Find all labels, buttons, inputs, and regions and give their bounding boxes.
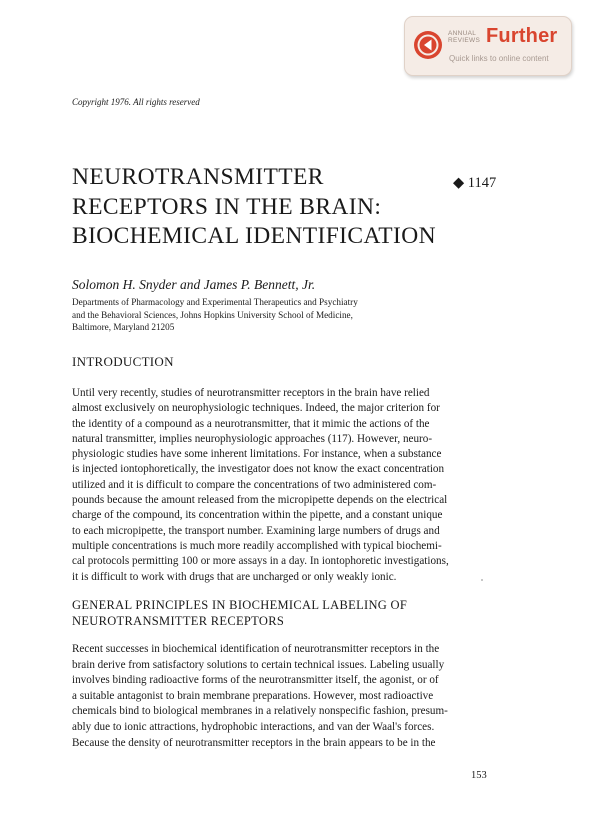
text-line: natural transmitter, implies neurophysiologic approaches (117). However, neuro- (72, 432, 433, 445)
copyright-notice: Copyright 1976. All rights reserved (72, 97, 200, 107)
text-line: charge of the compound, its concentration within the pipette, and a constant unique (72, 509, 443, 522)
scan-speck (481, 579, 483, 581)
text-line: ably due to ionic attractions, hydrophobic interactions, and van der Waal's forces. (72, 720, 435, 733)
article-number: ◆ 1147 (453, 175, 497, 191)
title-line: NEUROTRANSMITTER (72, 164, 324, 190)
authors: Solomon H. Snyder and James P. Bennett, Jr. (72, 277, 316, 292)
annual-reviews-logo-icon (413, 30, 443, 60)
text-line: Until very recently, studies of neurotransmitter receptors in the brain have relied (72, 387, 430, 399)
reviews-label: REVIEWS (448, 37, 481, 44)
affiliation-line: Departments of Pharmacology and Experimental Therapeutics and Psychiatry (72, 297, 358, 307)
further-links-badge[interactable] (404, 16, 572, 76)
introduction-heading: INTRODUCTION (72, 354, 174, 369)
text-line: a suitable antagonist to brain membrane preparations. However, most radioactive (72, 689, 434, 702)
title-line: BIOCHEMICAL IDENTIFICATION (72, 223, 436, 249)
text-line: Recent successes in biochemical identification of neurotransmitter receptors in the (72, 643, 440, 655)
text-line: the identity of a compound as a neurotransmitter, that it mimic the actions of the (72, 417, 430, 430)
affiliation (72, 296, 358, 334)
further-label[interactable]: Further (486, 25, 558, 47)
affiliation-line: and the Behavioral Sciences, Johns Hopkins University School of Medicine, (72, 309, 353, 320)
text-line: it is difficult to work with drugs that are uncharged or only weakly ionic. (72, 570, 397, 583)
page-number: 153 (471, 770, 487, 781)
text-line: cal protocols permitting 100 or more assays in a day. In iontophoretic investigations, (72, 555, 449, 568)
text-line: is injected iontophoretically, the investigator does not know the exact concentration (72, 463, 445, 476)
text-line: pounds because the amount released from the micropipette depends on the electrical (72, 494, 448, 507)
affiliation-line: Baltimore, Maryland 21205 (72, 322, 175, 332)
text-line: brain derive from satisfactory solutions to certain technical issues. Labeling usually (72, 658, 445, 671)
text-line: utilized and it is difficult to compare the concentrations of two administered com- (72, 478, 437, 491)
text-line: chemicals bind to biological membranes in a relatively nonspecific fashion, presum- (72, 705, 448, 718)
introduction-paragraph (72, 386, 518, 585)
text-line: multiple concentrations is much more readily accomplished with typical biochemi- (72, 539, 442, 552)
annual-reviews-label (448, 30, 480, 44)
text-line: to each micropipette, the transport number. Examining large numbers of drugs and (72, 524, 440, 537)
general-principles-paragraph (72, 642, 518, 751)
annual-label: ANNUAL (448, 30, 477, 37)
text-line: physiologic studies have some inherent limitations. For instance, when a substance (72, 448, 442, 461)
title-line: RECEPTORS IN THE BRAIN: (72, 193, 382, 220)
text-line: involves binding radioactive forms of the neurotransmitter itself, the agonist, or of (72, 674, 439, 687)
heading-line: NEUROTRANSMITTER RECEPTORS (72, 613, 285, 628)
quick-links-label[interactable]: Quick links to online content (449, 54, 549, 63)
text-line: Because the density of neurotransmitter receptors in the brain appears to be in the (72, 736, 436, 749)
heading-line: GENERAL PRINCIPLES IN BIOCHEMICAL LABELING OF (72, 598, 408, 612)
article-title (72, 163, 452, 252)
general-principles-heading (72, 598, 407, 629)
text-line: almost exclusively on neurophysiologic techniques. Indeed, the major criterion for (72, 402, 440, 415)
